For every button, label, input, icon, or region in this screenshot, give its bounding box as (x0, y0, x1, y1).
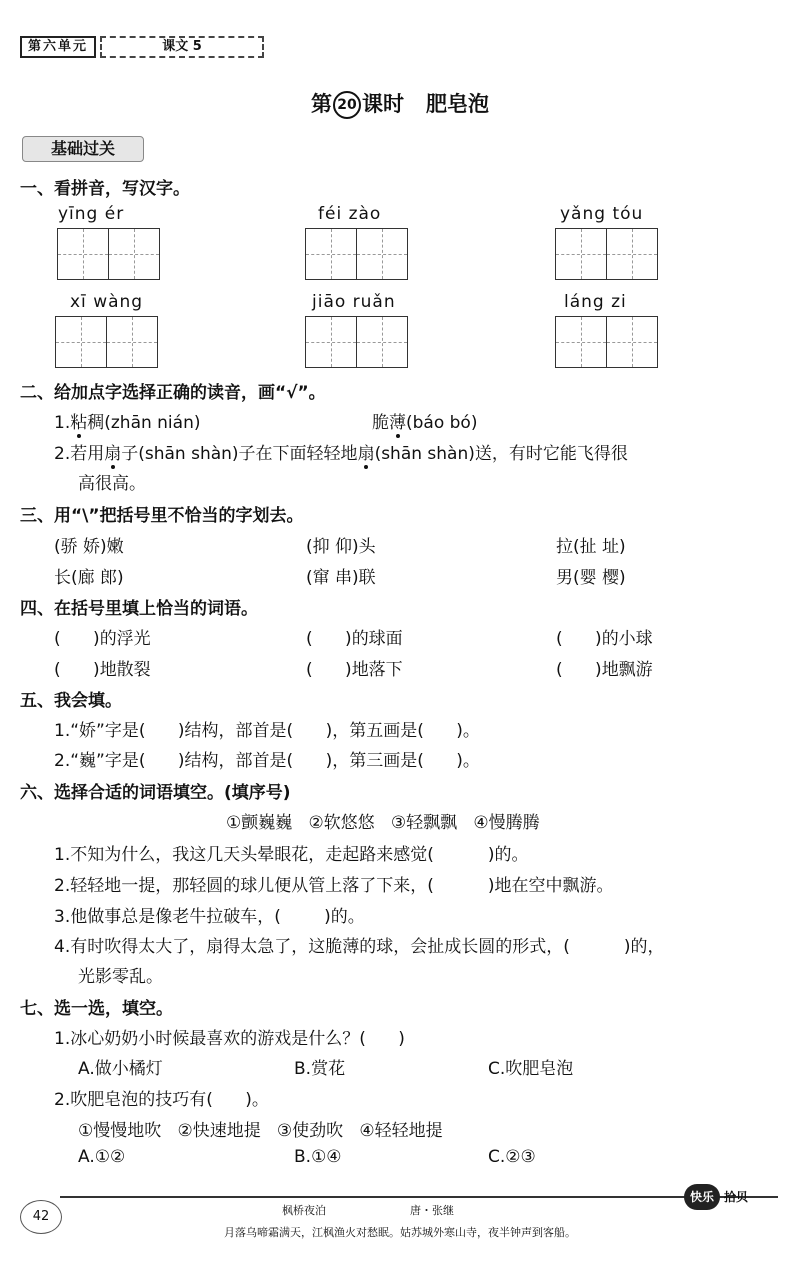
q7-option[interactable]: A.①② (78, 1147, 126, 1167)
q4-item[interactable]: ( )地落下 (306, 660, 403, 680)
writing-grid[interactable] (556, 228, 658, 280)
q5-heading: 五、我会填。 (20, 691, 122, 711)
poem-text: 月落乌啼霜满天，江枫渔火对愁眠。姑苏城外寒山寺，夜半钟声到客船。 (224, 1226, 576, 1239)
lesson-number: 20 (333, 91, 361, 119)
pinyin: féi zào (318, 204, 382, 224)
q5-line[interactable]: 1.“娇”字是( )结构，部首是( )，第五画是( )。 (54, 721, 480, 741)
title-suffix: 课时 (362, 92, 405, 116)
title-name: 肥皂泡 (425, 92, 489, 116)
q3-item[interactable]: (抑 仰)头 (306, 537, 376, 557)
writing-grid[interactable] (306, 228, 408, 280)
q5-line[interactable]: 2.“巍”字是( )结构，部首是( )，第三画是( )。 (54, 751, 480, 771)
writing-grid[interactable] (58, 228, 160, 280)
q7-option[interactable]: A.做小橘灯 (78, 1059, 163, 1079)
q7-option[interactable]: C.②③ (488, 1147, 536, 1167)
q3-item[interactable]: 男(婴 樱) (556, 568, 626, 588)
num: 1. (54, 413, 71, 433)
q7-question[interactable]: 2.吹肥皂泡的技巧有( )。 (54, 1090, 269, 1110)
pinyin: láng zi (564, 292, 627, 312)
q7-question[interactable]: 1.冰心奶奶小时候最喜欢的游戏是什么？( ) (54, 1029, 405, 1049)
q4-item[interactable]: ( )地散裂 (54, 660, 151, 680)
q6-line[interactable]: 2.轻轻地一提，那轻圆的球儿便从管上落了下来，( )地在空中飘游。 (54, 876, 614, 896)
choice-text[interactable]: 子(shān shàn)子在下面轻轻地 (121, 444, 358, 464)
q6-line[interactable]: 1.不知为什么，我这几天头晕眼花，走起路来感觉( )的。 (54, 845, 529, 865)
q3-item[interactable]: (窜 串)联 (306, 568, 376, 588)
writing-grid[interactable] (556, 316, 658, 368)
q6-line[interactable]: 3.他做事总是像老牛拉破车，( )的。 (54, 907, 365, 927)
writing-grid[interactable] (56, 316, 158, 368)
pinyin-item (564, 292, 658, 368)
q4-heading: 四、在括号里填上恰当的词语。 (20, 599, 258, 619)
q3-item[interactable]: (骄 娇)嫩 (54, 537, 124, 557)
title-prefix: 第 (311, 92, 333, 116)
q1-heading: 一、看拼音，写汉字。 (20, 179, 190, 199)
q4-item[interactable]: ( )的小球 (556, 629, 653, 649)
poem-author: 唐・张继 (410, 1204, 454, 1217)
q3-heading: 三、用“\”把括号里不恰当的字划去。 (20, 506, 304, 526)
pinyin-item (560, 204, 658, 280)
badge-label: 拾贝 (724, 1190, 749, 1204)
choice-text[interactable]: 稠(zhān nián) (87, 413, 201, 433)
q2-line2 (54, 439, 628, 464)
pinyin-item (312, 292, 408, 368)
poem-title: 枫桥夜泊 (282, 1204, 326, 1217)
q2-line3: 高很高。 (78, 474, 146, 494)
section-tag: 基础过关 (22, 136, 144, 162)
pinyin-item (70, 292, 158, 368)
text: 2.若用 (54, 444, 105, 464)
char: 脆 (372, 413, 389, 433)
q6-line[interactable]: 4.有时吹得太大了，扇得太急了，这脆薄的球，会扯成长圆的形式，( )的， (54, 937, 665, 957)
q6-options: ①颤巍巍 ②软悠悠 ③轻飘飘 ④慢腾腾 (226, 813, 540, 833)
q4-item[interactable]: ( )的浮光 (54, 629, 151, 649)
dotted-char: 扇 (104, 444, 122, 464)
dotted-char: 扇 (357, 444, 375, 464)
q2-heading: 二、给加点字选择正确的读音，画“√”。 (20, 383, 326, 403)
q6-heading: 六、选择合适的词语填空。(填序号) (20, 783, 291, 803)
footer-divider (60, 1196, 778, 1198)
q7-heading: 七、选一选，填空。 (20, 999, 173, 1019)
page-title (0, 88, 800, 119)
page-number: 42 (20, 1200, 62, 1234)
choice-text[interactable]: (báo bó) (406, 413, 478, 433)
pinyin: yǎng tóu (560, 204, 644, 224)
choice-text[interactable]: (shān shàn)送，有时它能飞得很 (374, 444, 628, 464)
pinyin-item (318, 204, 408, 280)
q7-option[interactable]: B.赏花 (294, 1059, 346, 1079)
pinyin: yīng ér (58, 204, 125, 224)
writing-grid[interactable] (306, 316, 408, 368)
pinyin: xī wàng (70, 292, 144, 312)
q3-item[interactable]: 拉(扯 址) (556, 537, 626, 557)
pinyin: jiāo ruǎn (312, 292, 396, 312)
lesson-label: 课文 5 (100, 36, 264, 58)
q7-option[interactable]: C.吹肥皂泡 (488, 1059, 574, 1079)
dotted-char: 薄 (389, 413, 406, 433)
q2-line1b (372, 408, 477, 433)
q4-item[interactable]: ( )地飘游 (556, 660, 653, 680)
q7-items: ①慢慢地吹 ②快速地提 ③使劲吹 ④轻轻地提 (78, 1121, 443, 1141)
pinyin-item (58, 204, 160, 280)
unit-label: 第六单元 (20, 36, 96, 58)
q4-item[interactable]: ( )的球面 (306, 629, 403, 649)
q6-line-cont: 光影零乱。 (78, 967, 163, 987)
unit-header (20, 36, 264, 58)
q7-option[interactable]: B.①④ (294, 1147, 342, 1167)
q2-line1a (54, 408, 200, 433)
dotted-char: 粘 (70, 413, 88, 433)
q3-item[interactable]: 长(廊 郎) (54, 568, 124, 588)
badge: 快乐 (684, 1184, 720, 1210)
